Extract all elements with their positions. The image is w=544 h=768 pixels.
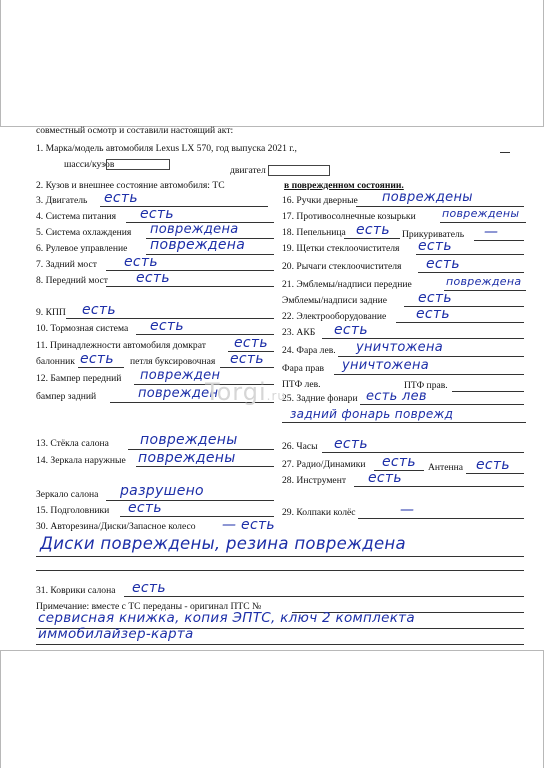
item-14-note: повреждены bbox=[138, 450, 236, 466]
item-4-label: 4. Система питания bbox=[36, 211, 117, 222]
item-23-line bbox=[322, 338, 524, 339]
item-30-note: — есть bbox=[222, 517, 275, 533]
item-31-note: есть bbox=[132, 580, 166, 596]
item-28-line bbox=[354, 486, 524, 487]
item-6-line bbox=[146, 254, 274, 255]
rear-bumper-label: бампер задний bbox=[36, 391, 97, 402]
item-21-note: повреждена bbox=[446, 275, 522, 288]
watermark-main: Torgi bbox=[205, 378, 267, 406]
item-6-note: повреждена bbox=[150, 237, 246, 253]
right-headlight-label: Фара прав bbox=[282, 363, 325, 374]
remark-note-line1: сервисная книжка, копия ЭПТС, ключ 2 комплекта bbox=[38, 610, 415, 626]
item-7-line bbox=[106, 270, 274, 271]
engine-field bbox=[268, 165, 330, 176]
item-29-line bbox=[358, 518, 524, 519]
item-4-note: есть bbox=[140, 206, 174, 222]
item2-value: в поврежденном состоянии. bbox=[284, 180, 404, 191]
top-blank-area bbox=[0, 0, 544, 127]
item-21-line bbox=[444, 290, 526, 291]
item-22-label: 22. Электрооборудование bbox=[282, 311, 387, 322]
item-22-line bbox=[396, 322, 524, 323]
left-fog-label: ПТФ лев. bbox=[282, 379, 321, 390]
item-19-note: есть bbox=[418, 238, 452, 254]
rear-emblems-note: есть bbox=[418, 290, 452, 306]
item-28-label: 28. Инструмент bbox=[282, 475, 347, 486]
car-model-line: 1. Марка/модель автомобиля Lexus LX 570, год выпуска 2021 г., bbox=[36, 143, 297, 154]
tow-loop-note: есть bbox=[230, 351, 264, 367]
item-5-label: 5. Система охлаждения bbox=[36, 227, 132, 238]
item-31-label: 31. Коврики салона bbox=[36, 585, 116, 596]
item-26-label: 26. Часы bbox=[282, 441, 318, 452]
antenna-line bbox=[466, 473, 524, 474]
balonnik-label: балонник bbox=[36, 356, 75, 367]
item-25-line bbox=[360, 404, 524, 405]
interior-mirror-note: разрушено bbox=[120, 483, 204, 499]
item-18-line bbox=[344, 238, 400, 239]
item-26-line bbox=[322, 452, 524, 453]
remark-label: Примечание: вместе с ТС переданы - оригинал ПТС № bbox=[36, 601, 262, 612]
bottom-blank-area bbox=[0, 650, 544, 768]
item-5-note: повреждена bbox=[150, 222, 239, 237]
item-15-note: есть bbox=[128, 500, 162, 516]
item-25-note: есть лев bbox=[366, 389, 427, 404]
item-16-label: 16. Ручки дверные bbox=[282, 195, 358, 206]
antenna-note: есть bbox=[476, 457, 510, 473]
vin-label: шасси/кузов bbox=[64, 159, 115, 170]
item-8-label: 8. Передний мост bbox=[36, 275, 108, 286]
item-17-label: 17. Противосолнечные козырьки bbox=[282, 211, 416, 222]
item-23-label: 23. АКБ bbox=[282, 327, 316, 338]
item-11-note: есть bbox=[234, 335, 268, 351]
rear-bumper-note: поврежден bbox=[138, 386, 219, 401]
tow-loop-line bbox=[220, 367, 274, 368]
rear-emblems-label: Эмблемы/надписи задние bbox=[282, 295, 388, 306]
item-26-note: есть bbox=[334, 436, 368, 452]
item-6-label: 6. Рулевое управление bbox=[36, 243, 128, 254]
item-29-label: 29. Колпаки колёс bbox=[282, 507, 356, 518]
item-23-note: есть bbox=[334, 322, 368, 338]
item-9-label: 9. КПП bbox=[36, 307, 66, 318]
item-22-note: есть bbox=[416, 306, 450, 322]
dash-mark bbox=[500, 152, 510, 153]
right-fog-label: ПТФ прав. bbox=[404, 380, 448, 391]
lighter-note: — bbox=[484, 224, 499, 240]
item-31-line bbox=[124, 596, 524, 597]
item-10-label: 10. Тормозная система bbox=[36, 323, 129, 334]
item-24-note: уничтожена bbox=[356, 340, 444, 355]
right-fog-line bbox=[452, 391, 524, 392]
item-30-label: 30. Авторезина/Диски/Запасное колесо bbox=[36, 521, 196, 532]
item-18-note: есть bbox=[356, 222, 390, 238]
item2-label: 2. Кузов и внешнее состояние автомобиля: ТС bbox=[36, 180, 225, 191]
right-headlight-line bbox=[334, 374, 524, 375]
item-19-label: 19. Щетки стеклоочистителя bbox=[282, 243, 400, 254]
item-3-label: 3. Двигатель bbox=[36, 195, 88, 206]
item-8-note: есть bbox=[136, 270, 170, 286]
item-19-line bbox=[416, 254, 524, 255]
item-20-label: 20. Рычаги стеклоочистителя bbox=[282, 261, 402, 272]
item-13-note: повреждены bbox=[140, 432, 238, 448]
antenna-label: Антенна bbox=[428, 462, 464, 473]
watermark-logo bbox=[205, 378, 286, 406]
item-20-line bbox=[418, 272, 524, 273]
right-headlight-note: уничтожена bbox=[342, 358, 430, 373]
item-14-label: 14. Зеркала наружные bbox=[36, 455, 126, 466]
balonnik-line bbox=[78, 367, 124, 368]
item-30-note-line2: Диски повреждены, резина повреждена bbox=[40, 534, 406, 553]
item-27-note: есть bbox=[382, 454, 416, 470]
item-29-note: — bbox=[400, 502, 415, 518]
item-14-line bbox=[136, 466, 274, 467]
item-25-line2 bbox=[282, 422, 526, 423]
intro-text: совместный осмотр и составили настоящий акт: bbox=[36, 125, 234, 136]
engine-label: двигател bbox=[230, 165, 266, 176]
item-28-note: есть bbox=[368, 470, 402, 486]
item-12-label: 12. Бампер передний bbox=[36, 373, 122, 384]
item-20-note: есть bbox=[426, 256, 460, 272]
item-25-label: 25. Задние фонари bbox=[282, 393, 358, 404]
item-3-line bbox=[100, 206, 268, 207]
item-21-label: 21. Эмблемы/надписи передние bbox=[282, 279, 412, 290]
item-25-note-line2: задний фонарь поврежд bbox=[290, 407, 454, 421]
item-16-note: повреждены bbox=[382, 190, 473, 205]
watermark-suffix: .ru bbox=[266, 389, 286, 403]
interior-mirror-label: Зеркало салона bbox=[36, 489, 99, 500]
item-13-label: 13. Стёкла салона bbox=[36, 438, 109, 449]
item-7-label: 7. Задний мост bbox=[36, 259, 97, 270]
item-24-label: 24. Фара лев. bbox=[282, 345, 336, 356]
item-24-line bbox=[338, 356, 524, 357]
item-11-label: 11. Принадлежности автомобиля домкрат bbox=[36, 340, 206, 351]
item-10-note: есть bbox=[150, 318, 184, 334]
vin-field bbox=[106, 159, 170, 170]
item-9-note: есть bbox=[82, 302, 116, 318]
item-15-label: 15. Подголовники bbox=[36, 505, 110, 516]
remark-line2 bbox=[36, 644, 524, 645]
item-17-note: повреждены bbox=[442, 207, 520, 220]
item-30-line1 bbox=[36, 556, 524, 557]
item-8-line bbox=[106, 286, 274, 287]
item-7-note: есть bbox=[124, 254, 158, 270]
item-3-note: есть bbox=[104, 190, 138, 206]
item-12-note: поврежден bbox=[140, 368, 221, 383]
item-18-label: 18. Пепельница bbox=[282, 227, 346, 238]
item-27-label: 27. Радио/Динамики bbox=[282, 459, 366, 470]
item-30-line2 bbox=[36, 570, 524, 571]
remark-note-line2: иммобилайзер-карта bbox=[38, 626, 194, 642]
lighter-line bbox=[474, 240, 524, 241]
item-17-line bbox=[440, 222, 526, 223]
balonnik-note: есть bbox=[80, 351, 114, 367]
lighter-label: Прикуриватель bbox=[402, 229, 465, 240]
tow-loop-label: петля буксировочная bbox=[130, 356, 216, 367]
